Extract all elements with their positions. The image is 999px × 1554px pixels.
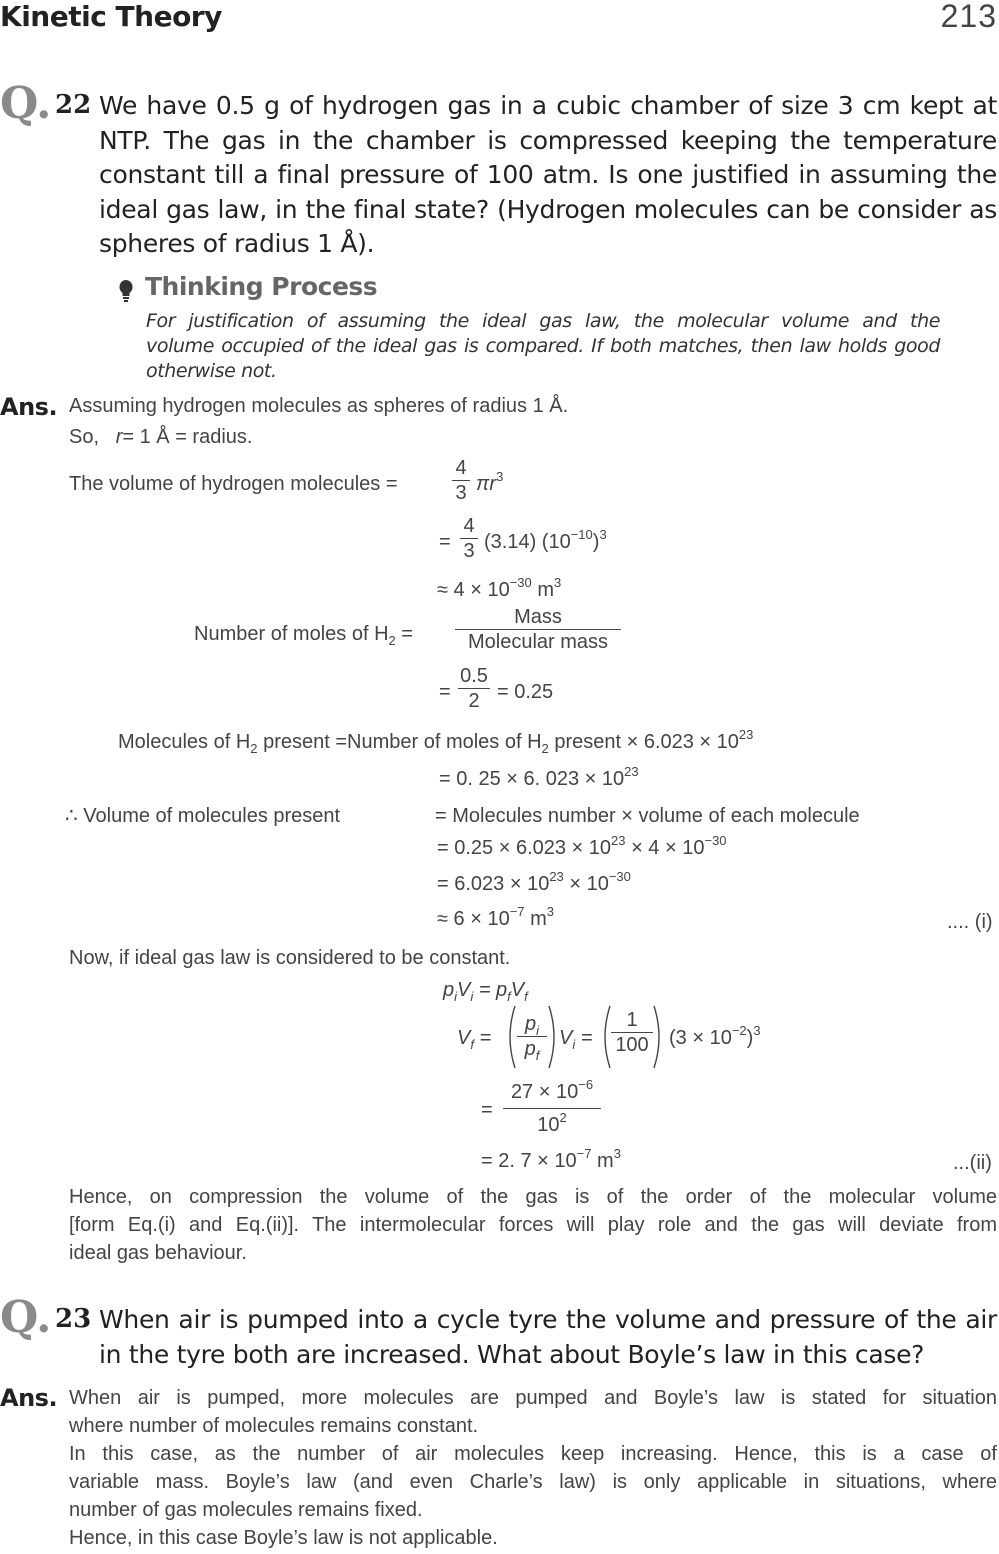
paragraph-line: [form Eq.(i) and Eq.(ii)]. The intermolecular forces will play role and the gas will deviate from bbox=[69, 1214, 997, 1236]
subscript: i bbox=[470, 989, 474, 1004]
question-line: spheres of radius 1 Å). bbox=[99, 229, 375, 258]
exponent: 3 bbox=[553, 575, 562, 590]
var: = p bbox=[478, 979, 508, 1001]
var: V bbox=[457, 1027, 471, 1049]
volume-step-3 bbox=[437, 575, 562, 602]
denominator: 3 bbox=[455, 482, 467, 504]
expr: 10 bbox=[537, 1114, 560, 1136]
exponent: 2 bbox=[559, 1110, 567, 1125]
fraction-4-3 bbox=[460, 514, 478, 563]
question-text-q23 bbox=[99, 1303, 997, 1372]
conclusion-paragraph bbox=[69, 1183, 997, 1267]
moles-result: = 0.25 bbox=[497, 681, 554, 703]
expr: ) bbox=[592, 531, 600, 553]
equals-sign: = bbox=[481, 1099, 493, 1121]
expr: ≈ 6 × 10 bbox=[437, 908, 510, 930]
subscript: f bbox=[524, 989, 528, 1004]
unit: m bbox=[591, 1150, 614, 1172]
exponent: 3 bbox=[599, 527, 607, 542]
text: Molecules of H bbox=[118, 731, 251, 753]
answer-line: Assuming hydrogen molecules as spheres of radius 1 Å. bbox=[69, 395, 569, 417]
exponent: 3 bbox=[546, 904, 554, 919]
answer-label-a23: Ans. bbox=[0, 1384, 58, 1412]
answer-label-a22: Ans. bbox=[0, 393, 58, 421]
paragraph-line: ideal gas behaviour. bbox=[69, 1242, 247, 1264]
denominator: 3 bbox=[463, 540, 475, 562]
thinking-line: For justification of assuming the ideal gas law, the molecular volume and the bbox=[146, 310, 940, 332]
expr: 27 × 10 bbox=[510, 1081, 579, 1103]
text: present =Number of moles of H bbox=[257, 731, 542, 753]
exponent: 23 bbox=[611, 833, 626, 848]
denominator: Molecular mass bbox=[467, 631, 609, 653]
exponent: −7 bbox=[509, 904, 525, 919]
subscript: i bbox=[454, 989, 458, 1004]
unit: m bbox=[524, 908, 547, 930]
paragraph-line: variable mass. Boyle’s law (and even Charle’s law) is only applicable in situations, where bbox=[69, 1471, 997, 1493]
paragraph-line: Hence, in this case Boyle’s law is not applicable. bbox=[69, 1527, 498, 1549]
question-line: We have 0.5 g of hydrogen gas in a cubic chamber of size 3 cm kept at bbox=[99, 91, 997, 120]
moles-label: Number of moles of $H_2$ = bbox=[194, 623, 413, 648]
paragraph-line: number of gas molecules remains fixed. bbox=[69, 1499, 423, 1521]
thinking-process-title: Thinking Process bbox=[145, 272, 378, 301]
numerator: 4 bbox=[455, 457, 467, 479]
exponent: 23 bbox=[738, 727, 754, 742]
subscript: f bbox=[535, 1048, 540, 1063]
text: present × 6.023 × 10 bbox=[548, 731, 739, 753]
equation-tag-ii: ...(ii) bbox=[953, 1152, 992, 1174]
vi-term: $V_i$ = bbox=[559, 1027, 593, 1052]
exponent: −30 bbox=[608, 869, 631, 884]
var: p bbox=[524, 1038, 536, 1060]
question-line: When air is pumped into a cycle tyre the volume and pressure of the air bbox=[99, 1305, 997, 1334]
fraction-half bbox=[458, 664, 490, 713]
exponent: −7 bbox=[576, 1146, 592, 1161]
pi-r: πr bbox=[476, 473, 497, 495]
lightbulb-icon bbox=[119, 280, 133, 302]
exponent: 3 bbox=[753, 1023, 761, 1038]
volume-present-eq-3 bbox=[437, 869, 631, 896]
molecules-line bbox=[118, 727, 754, 756]
denominator bbox=[503, 1110, 601, 1137]
var: V bbox=[559, 1027, 573, 1049]
var: V bbox=[457, 979, 471, 1001]
fraction-bar bbox=[503, 1108, 601, 1109]
cube-term bbox=[669, 1023, 761, 1050]
exponent: 23 bbox=[549, 869, 564, 884]
expr: = 0. 25 × 6. 023 × 10 bbox=[439, 768, 625, 790]
question-line: in the tyre both are increased. What about Boyle’s law in this case? bbox=[99, 1339, 925, 1369]
denominator: 2 bbox=[468, 690, 480, 712]
thinking-process-body bbox=[146, 309, 940, 384]
paragraph-line: In this case, as the number of air molecules keep increasing. Hence, this is a case of bbox=[69, 1443, 997, 1465]
subscript: f bbox=[470, 1037, 474, 1052]
question-mark-q23: Q. bbox=[0, 1292, 52, 1343]
fraction-pi-pf bbox=[517, 1012, 547, 1061]
exponent: 3 bbox=[496, 469, 504, 484]
volume-present-eq-4 bbox=[437, 904, 554, 931]
expr: = 2. 7 × 10 bbox=[481, 1150, 577, 1172]
exponent: 3 bbox=[613, 1146, 621, 1161]
page-number: 213 bbox=[940, 0, 997, 34]
expr: = 6.023 × 10 bbox=[437, 873, 550, 895]
vf-label: $V_f$ = bbox=[457, 1027, 492, 1052]
question-line: ideal gas law, in the final state? (Hydrogen molecules can be consider as bbox=[99, 194, 997, 224]
question-line: NTP. The gas in the chamber is compressed keeping the temperature bbox=[99, 125, 997, 155]
right-paren bbox=[652, 1004, 666, 1070]
chapter-title: Kinetic Theory bbox=[0, 0, 222, 33]
left-paren bbox=[598, 1004, 612, 1070]
subscript: f bbox=[507, 989, 511, 1004]
exponent: 23 bbox=[624, 764, 639, 779]
numerator: 4 bbox=[463, 515, 475, 537]
volume-step-2 bbox=[484, 527, 607, 554]
denominator bbox=[517, 1037, 547, 1061]
subscript: 2 bbox=[541, 741, 549, 756]
molecules-step-2 bbox=[439, 764, 639, 791]
numerator: 0.5 bbox=[460, 665, 488, 687]
fraction-27-100 bbox=[503, 1077, 601, 1137]
radius-eq: = 1 Å = radius. bbox=[122, 426, 253, 448]
pi-r-cubed bbox=[476, 469, 504, 496]
label: Number of moles of H bbox=[194, 623, 389, 645]
fraction-1-100 bbox=[611, 1008, 653, 1057]
question-line: constant till a final pressure of 100 atm. Is one justified in assuming the bbox=[99, 160, 997, 189]
var-r: r bbox=[115, 426, 123, 448]
exponent: −30 bbox=[509, 575, 532, 590]
equals-sign: = bbox=[439, 681, 451, 703]
fraction-4-3 bbox=[452, 456, 470, 505]
exponent: −2 bbox=[731, 1023, 747, 1038]
paragraph-line: Hence, on compression the volume of the gas is of the order of the molecular volume bbox=[69, 1186, 997, 1208]
subscript: 2 bbox=[250, 741, 258, 756]
volume-present-label: ∴ Volume of molecules present bbox=[65, 805, 341, 827]
unit: m bbox=[531, 579, 554, 601]
vf-result bbox=[481, 1146, 621, 1173]
numerator bbox=[517, 1012, 547, 1036]
numerator: Mass bbox=[514, 606, 562, 628]
thinking-line: volume occupied of the ideal gas is compared. If both matches, then law holds good bbox=[146, 335, 940, 357]
exponent: −30 bbox=[704, 833, 727, 848]
left-paren bbox=[503, 1004, 517, 1070]
thinking-line: otherwise not. bbox=[146, 360, 277, 382]
volume-label: The volume of hydrogen molecules = bbox=[69, 473, 398, 495]
ideal-gas-line: Now, if ideal gas law is considered to be constant. bbox=[69, 947, 511, 969]
answer-line bbox=[69, 425, 252, 449]
volume-present-eq-2 bbox=[437, 833, 727, 860]
expr: × 10 bbox=[563, 873, 609, 895]
question-text-q22 bbox=[99, 89, 997, 262]
exponent: −6 bbox=[578, 1077, 594, 1092]
paragraph-line: When air is pumped, more molecules are pumped and Boyle’s law is stated for situation bbox=[69, 1387, 997, 1409]
boyle-equation bbox=[443, 978, 528, 1002]
expr: ) bbox=[746, 1027, 754, 1049]
expr: ≈ 4 × 10 bbox=[437, 579, 510, 601]
var: p bbox=[524, 1013, 537, 1035]
subscript: i bbox=[536, 1023, 539, 1038]
subscript: 2 bbox=[388, 633, 396, 648]
var: p bbox=[443, 979, 455, 1001]
numerator: 1 bbox=[626, 1009, 638, 1031]
var: V bbox=[510, 979, 525, 1001]
volume-present-eq-1: = Molecules number × volume of each molecule bbox=[435, 805, 860, 827]
answer-paragraph-a23 bbox=[69, 1384, 997, 1552]
question-mark-q22: Q. bbox=[0, 78, 52, 129]
equals-sign: = bbox=[439, 531, 451, 553]
denominator: 100 bbox=[615, 1034, 649, 1056]
subscript: i bbox=[572, 1037, 576, 1052]
numerator bbox=[503, 1077, 601, 1104]
exponent: −10 bbox=[570, 527, 593, 542]
expr: (3.14) (10 bbox=[484, 531, 571, 553]
question-number-q23: 23 bbox=[55, 1304, 92, 1334]
equation-tag-i: .... (i) bbox=[947, 911, 993, 933]
expr: = 0.25 × 6.023 × 10 bbox=[437, 837, 612, 859]
question-number-q22: 22 bbox=[55, 90, 92, 120]
so-text: So, bbox=[69, 426, 100, 448]
paragraph-line: where number of molecules remains constant. bbox=[69, 1415, 479, 1437]
fraction-mass-molar bbox=[455, 605, 621, 654]
expr: × 4 × 10 bbox=[625, 837, 705, 859]
expr: (3 × 10 bbox=[669, 1027, 732, 1049]
